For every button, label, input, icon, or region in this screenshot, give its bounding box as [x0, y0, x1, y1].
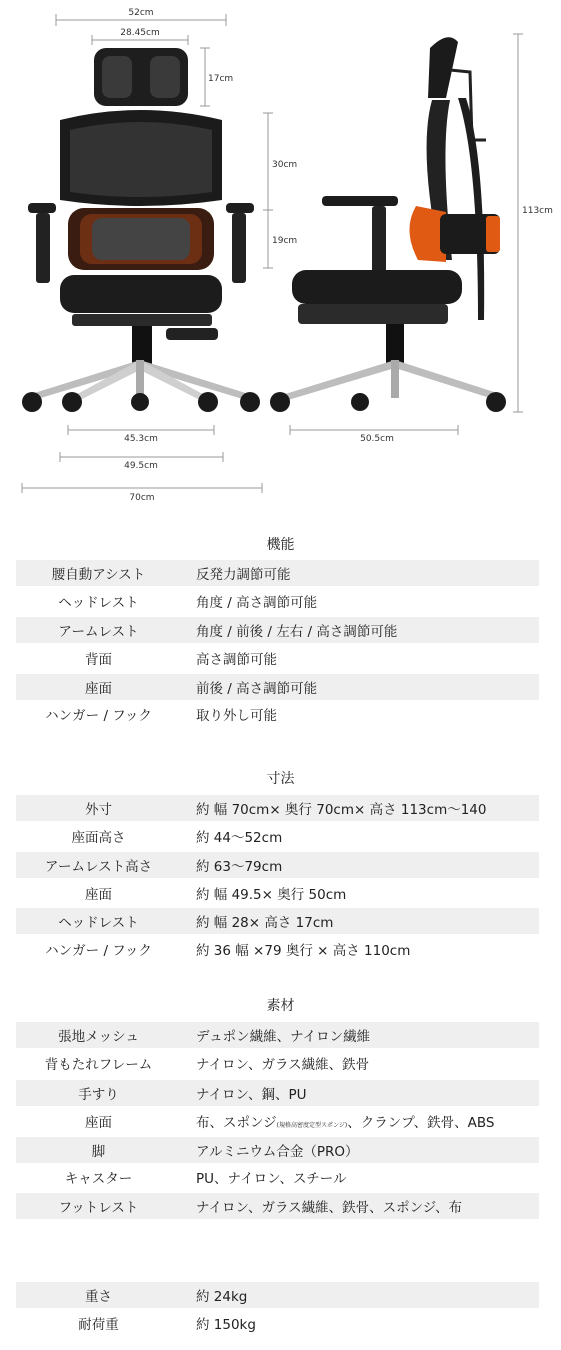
row-value: 約 44〜52cm	[196, 830, 283, 846]
row-value: 取り外し可能	[196, 708, 277, 724]
row-value: 約 幅 70cm× 奥行 70cm× 高さ 113cm〜140	[196, 802, 487, 818]
section-title-size: 寸法	[266, 771, 295, 787]
table-row	[16, 560, 539, 586]
row-label: ハンガー / フック	[45, 943, 152, 959]
row-value: 高さ調節可能	[196, 652, 277, 668]
row-label: 重さ	[85, 1289, 112, 1305]
table-row	[16, 1080, 539, 1106]
table-row	[16, 588, 539, 614]
table-row	[16, 852, 539, 878]
row-value: 約 63〜79cm	[196, 859, 283, 875]
section-title-features: 機能	[266, 537, 295, 553]
table-row	[16, 880, 539, 906]
row-value: ナイロン、ガラス繊維、鉄骨	[196, 1057, 370, 1073]
row-label: アームレスト	[58, 624, 139, 640]
row-label: 脚	[91, 1144, 106, 1160]
table-row	[16, 936, 539, 962]
row-label: 手すり	[78, 1087, 119, 1103]
row-label: キャスター	[64, 1171, 133, 1187]
table-row	[16, 1310, 539, 1336]
row-label: 背もたれフレーム	[44, 1057, 153, 1073]
row-label: 座面高さ	[71, 830, 126, 846]
side-view-chair	[270, 37, 506, 412]
row-value: 角度 / 高さ調節可能	[196, 595, 318, 611]
dim-front-total-width: 52cm	[128, 8, 154, 18]
row-label: 外寸	[85, 802, 112, 818]
dim-headrest-height: 17cm	[208, 74, 234, 84]
table-row	[16, 674, 539, 700]
table-row	[16, 1282, 539, 1308]
row-label: 座面	[85, 887, 112, 903]
row-label: 背面	[85, 652, 112, 668]
row-label: 腰自動アシスト	[51, 567, 146, 583]
row-value	[181, 1111, 494, 1131]
dim-side-depth: 50.5cm	[360, 434, 394, 444]
row-value: 約 24kg	[196, 1289, 248, 1305]
row-value: デュポン繊維、ナイロン繊維	[196, 1029, 371, 1045]
table-row	[16, 1022, 539, 1048]
row-value: 反発力調節可能	[196, 567, 291, 583]
table-row	[16, 1137, 539, 1163]
table-row	[16, 1193, 539, 1219]
table-row	[16, 701, 539, 727]
row-value: 前後 / 高さ調節可能	[196, 681, 318, 697]
section-title-material: 素材	[266, 998, 295, 1014]
row-value-note: (規格高密度定型スポンジ)	[276, 1122, 348, 1129]
dim-total-height: 113cm	[522, 206, 553, 216]
row-label: アームレスト高さ	[44, 859, 153, 875]
table-row	[16, 1164, 539, 1190]
row-value: 約 36 幅 ×79 奥行 × 高さ 110cm	[196, 943, 411, 959]
row-value: ナイロン、ガラス繊維、鉄骨、スポンジ、布	[196, 1200, 463, 1216]
table-row	[16, 1108, 539, 1134]
table-row	[16, 1050, 539, 1076]
row-label: 張地メッシュ	[58, 1029, 139, 1045]
row-label: ヘッドレスト	[58, 595, 139, 611]
row-value: ナイロン、鋼、PU	[196, 1087, 307, 1103]
row-value-main: 布、スポンジ	[196, 1115, 277, 1131]
row-value: アルミニウム合金（PRO）	[196, 1144, 359, 1160]
row-value: PU、ナイロン、スチール	[196, 1171, 347, 1187]
table-row	[16, 617, 539, 643]
row-label: 座面	[85, 681, 112, 697]
dim-base-width: 70cm	[129, 493, 155, 503]
row-label: 耐荷重	[78, 1317, 119, 1333]
row-label: ヘッドレスト	[58, 915, 139, 931]
row-value: 角度 / 前後 / 左右 / 高さ調節可能	[196, 624, 398, 640]
table-row	[16, 908, 539, 934]
row-label: 座面	[85, 1115, 112, 1131]
row-value: 約 幅 28× 高さ 17cm	[196, 915, 334, 931]
row-label: ハンガー / フック	[45, 708, 152, 724]
dim-headrest-width: 28.45cm	[120, 28, 160, 38]
row-value: 約 幅 49.5× 奥行 50cm	[196, 887, 347, 903]
front-view-chair	[22, 48, 260, 412]
dim-backrest-upper: 30cm	[272, 160, 298, 170]
table-row	[16, 795, 539, 821]
dim-arm-width: 49.5cm	[124, 461, 158, 471]
table-row	[16, 823, 539, 849]
row-value-tail: 、クランプ、鉄骨、ABS	[347, 1115, 495, 1131]
dim-seat-width: 45.3cm	[124, 434, 158, 444]
chair-dimension-figure	[0, 0, 561, 520]
row-label: フットレスト	[58, 1200, 139, 1216]
table-row	[16, 645, 539, 671]
dim-backrest-lower: 19cm	[272, 236, 298, 246]
row-value: 約 150kg	[196, 1317, 256, 1333]
